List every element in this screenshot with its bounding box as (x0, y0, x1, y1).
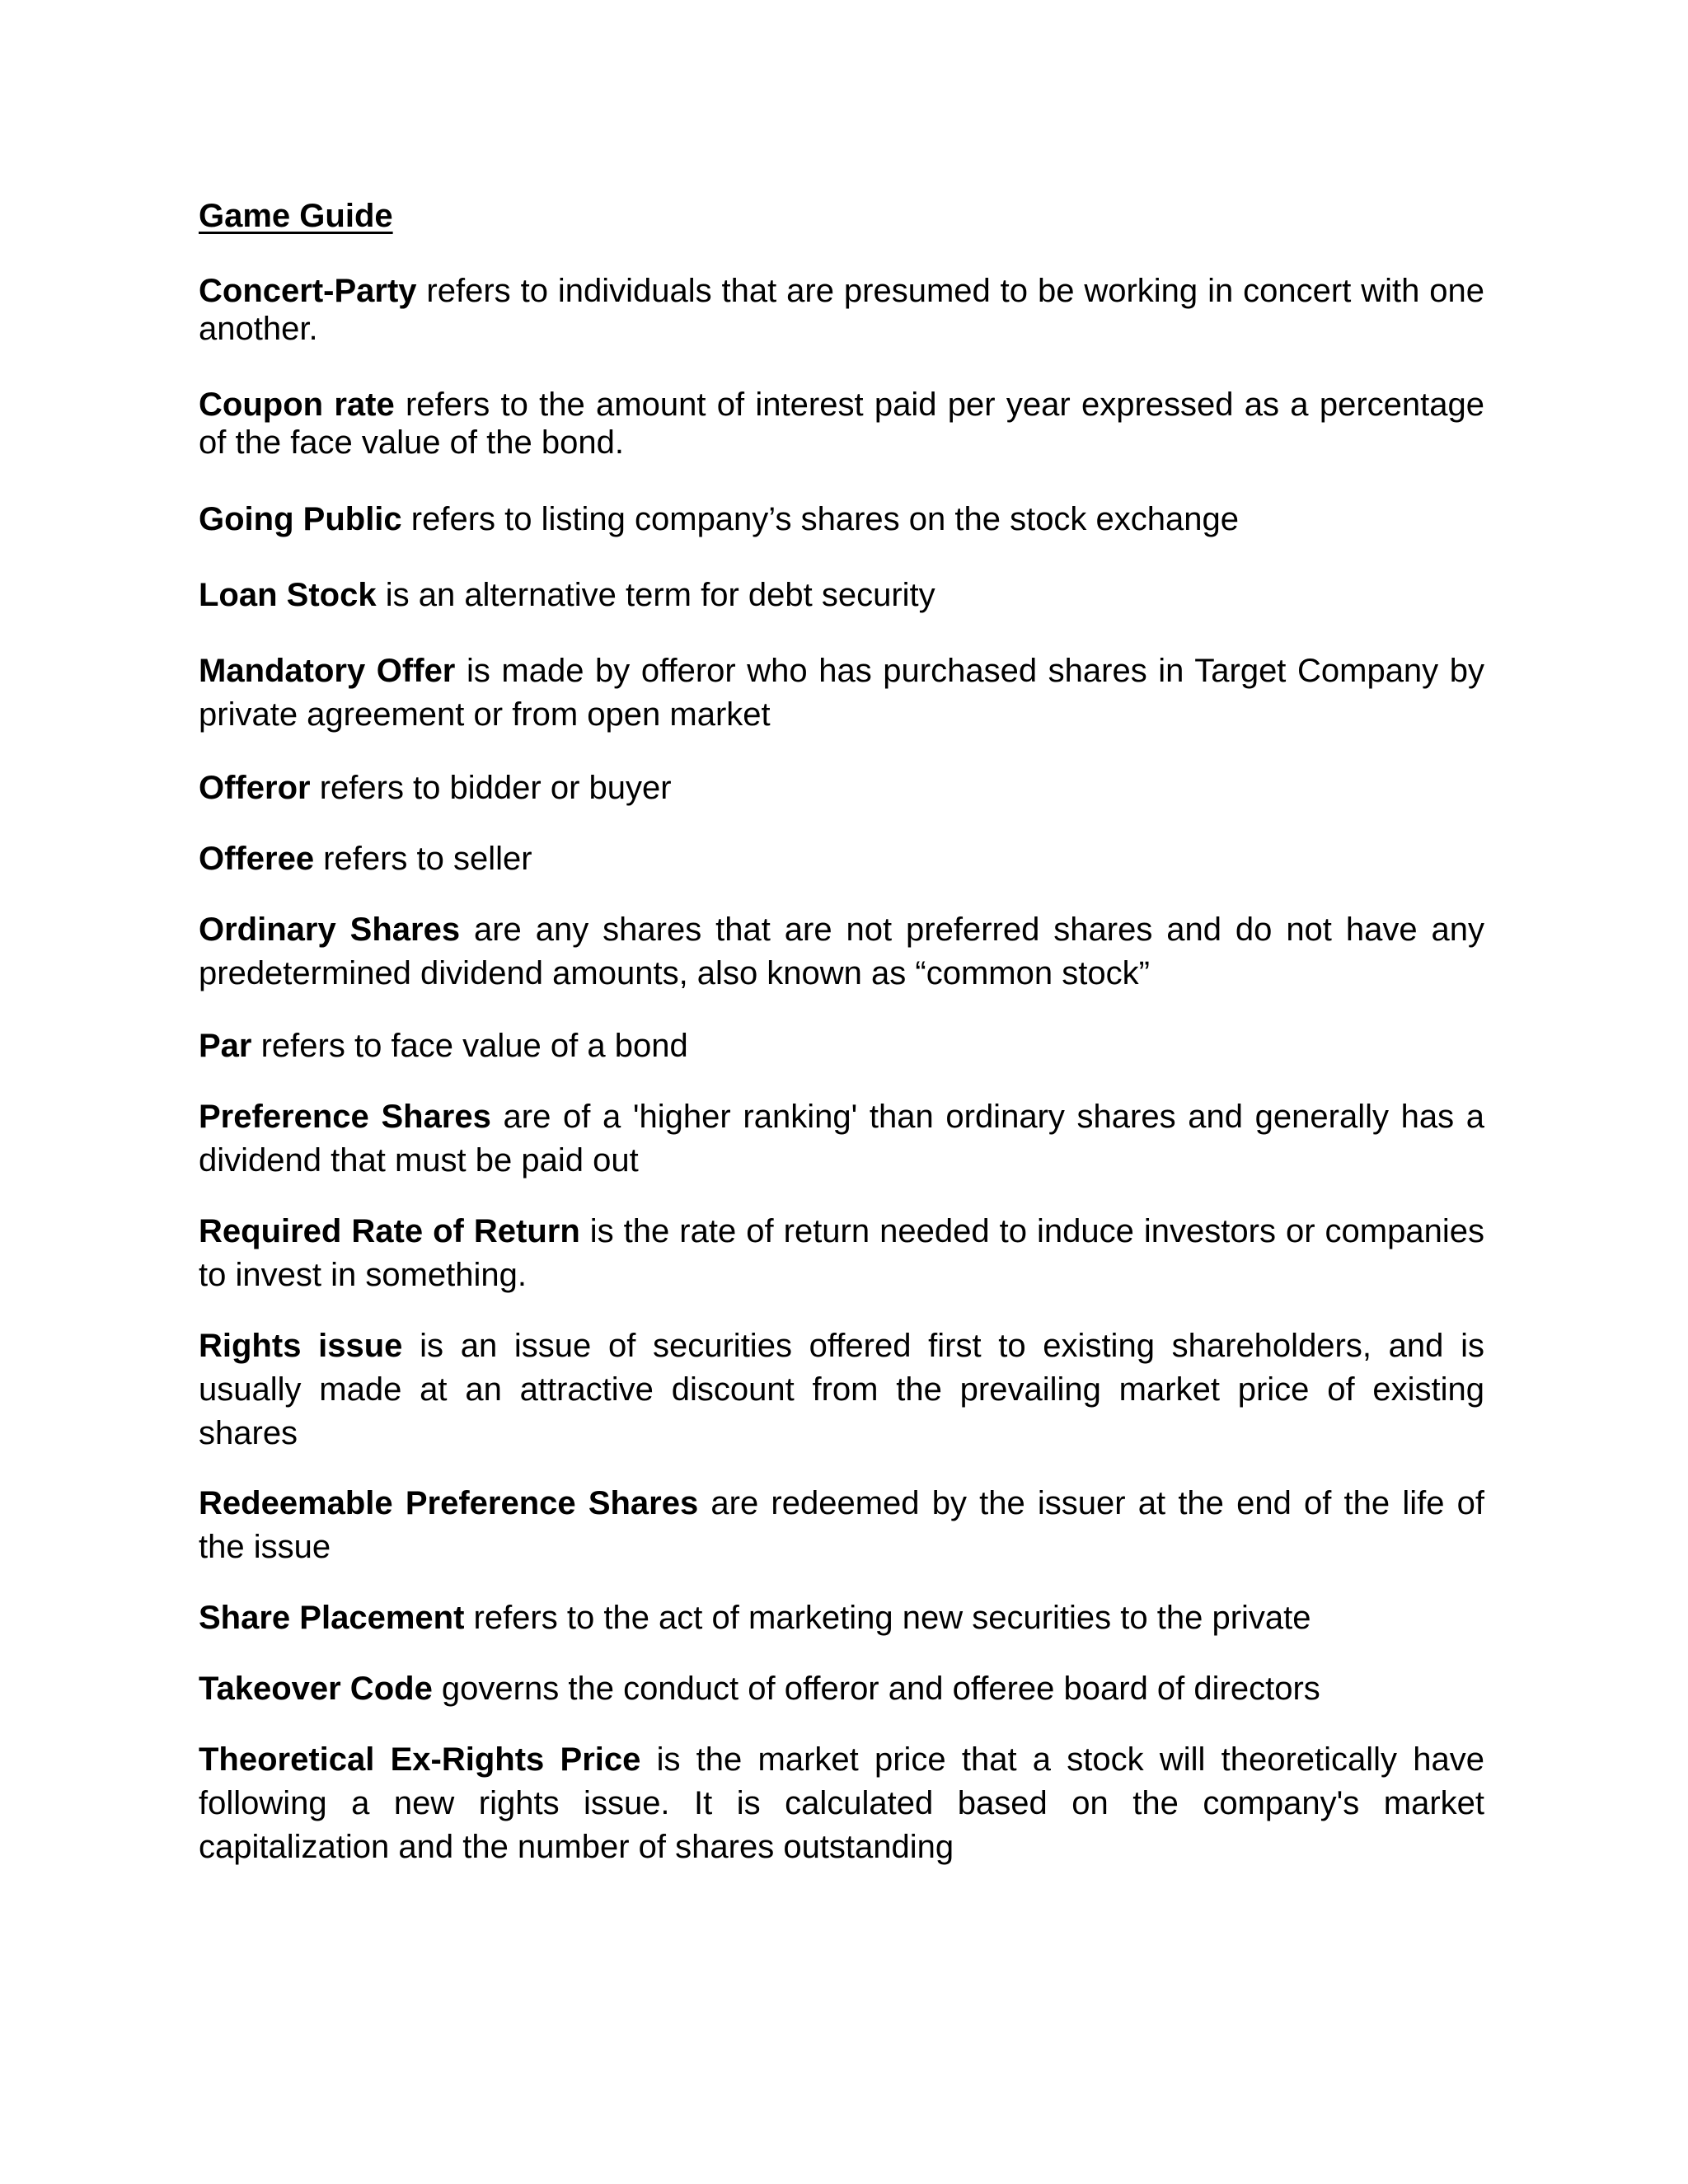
glossary-term: Takeover Code (199, 1671, 433, 1707)
glossary-entry-loan-stock (199, 574, 1484, 617)
glossary-definition: are redeemed by the issuer at the end of the life of the issue (199, 1485, 1484, 1565)
glossary-term: Offeror (199, 770, 311, 806)
glossary-entry-share-placement (199, 1596, 1484, 1640)
glossary-entry-mandatory-offer (199, 649, 1484, 737)
glossary-term: Ordinary Shares (199, 912, 461, 948)
glossary-term: Theoretical Ex-Rights Price (199, 1741, 641, 1778)
glossary-term: Mandatory Offer (199, 653, 456, 689)
glossary-definition: is an issue of securities offered first to existing shareholders, and is usually made at an attractive discount from the prevailing market price of existing shares (199, 1328, 1484, 1451)
page-title: Game Guide (199, 198, 393, 234)
glossary-term: Required Rate of Return (199, 1213, 580, 1249)
glossary-term: Par (199, 1028, 252, 1064)
glossary-term: Coupon rate (199, 387, 395, 423)
glossary-term: Preference Shares (199, 1099, 491, 1135)
glossary-entry-theoretical-ex-rights-price (199, 1738, 1484, 1869)
glossary-definition: is the rate of return needed to induce investors or companies to invest in something. (199, 1213, 1484, 1293)
glossary-entry-required-rate-of-return (199, 1210, 1484, 1297)
glossary-definition: governs the conduct of offeror and offeree board of directors (432, 1671, 1320, 1707)
glossary-term: Share Placement (199, 1600, 465, 1636)
glossary-entry-rights-issue (199, 1324, 1484, 1455)
glossary-term: Offeree (199, 841, 315, 877)
glossary-term: Loan Stock (199, 577, 377, 613)
glossary-definition: refers to listing company’s shares on the stock exchange (401, 501, 1240, 537)
glossary-definition: is an alternative term for debt security (376, 577, 935, 613)
glossary-entry-ordinary-shares (199, 908, 1484, 996)
glossary-entry-redeemable-preference-shares (199, 1482, 1484, 1569)
glossary-entry-takeover-code (199, 1667, 1484, 1711)
glossary-entry-offeror (199, 766, 1484, 810)
glossary-definition: refers to the amount of interest paid per year expressed as a percentage of the face value of the bond. (199, 387, 1484, 461)
glossary-term: Rights issue (199, 1328, 403, 1364)
glossary-term: Going Public (199, 501, 402, 537)
glossary-term: Redeemable Preference Shares (199, 1485, 699, 1521)
glossary-definition: refers to the act of marketing new securities to the private (464, 1600, 1311, 1636)
glossary-definition: is the market price that a stock will theoretically have following a new rights issue. It is calculated based on the company's market capitalization and the number of shares outstanding (199, 1741, 1484, 1865)
glossary-definition: are any shares that are not preferred shares and do not have any predetermined dividend amounts, also known as “common stock” (199, 912, 1484, 991)
glossary-definition: refers to seller (314, 841, 532, 877)
glossary-definition: is made by offeror who has purchased shares in Target Company by private agreement or from open market (199, 653, 1484, 733)
glossary-entry-par (199, 1024, 1484, 1068)
glossary-entry-coupon-rate (199, 386, 1484, 462)
glossary-definition: refers to face value of a bond (251, 1028, 688, 1064)
glossary-definition: refers to bidder or buyer (310, 770, 672, 806)
glossary-entry-preference-shares (199, 1095, 1484, 1183)
glossary-term: Concert-Party (199, 273, 417, 309)
glossary-definition: refers to individuals that are presumed to be working in concert with one another. (199, 273, 1484, 347)
glossary-entry-offeree (199, 837, 1484, 881)
glossary-entry-going-public (199, 498, 1484, 541)
glossary-entry-concert-party (199, 272, 1484, 348)
glossary-definition: are of a 'higher ranking' than ordinary shares and generally has a dividend that must be paid out (199, 1099, 1485, 1179)
